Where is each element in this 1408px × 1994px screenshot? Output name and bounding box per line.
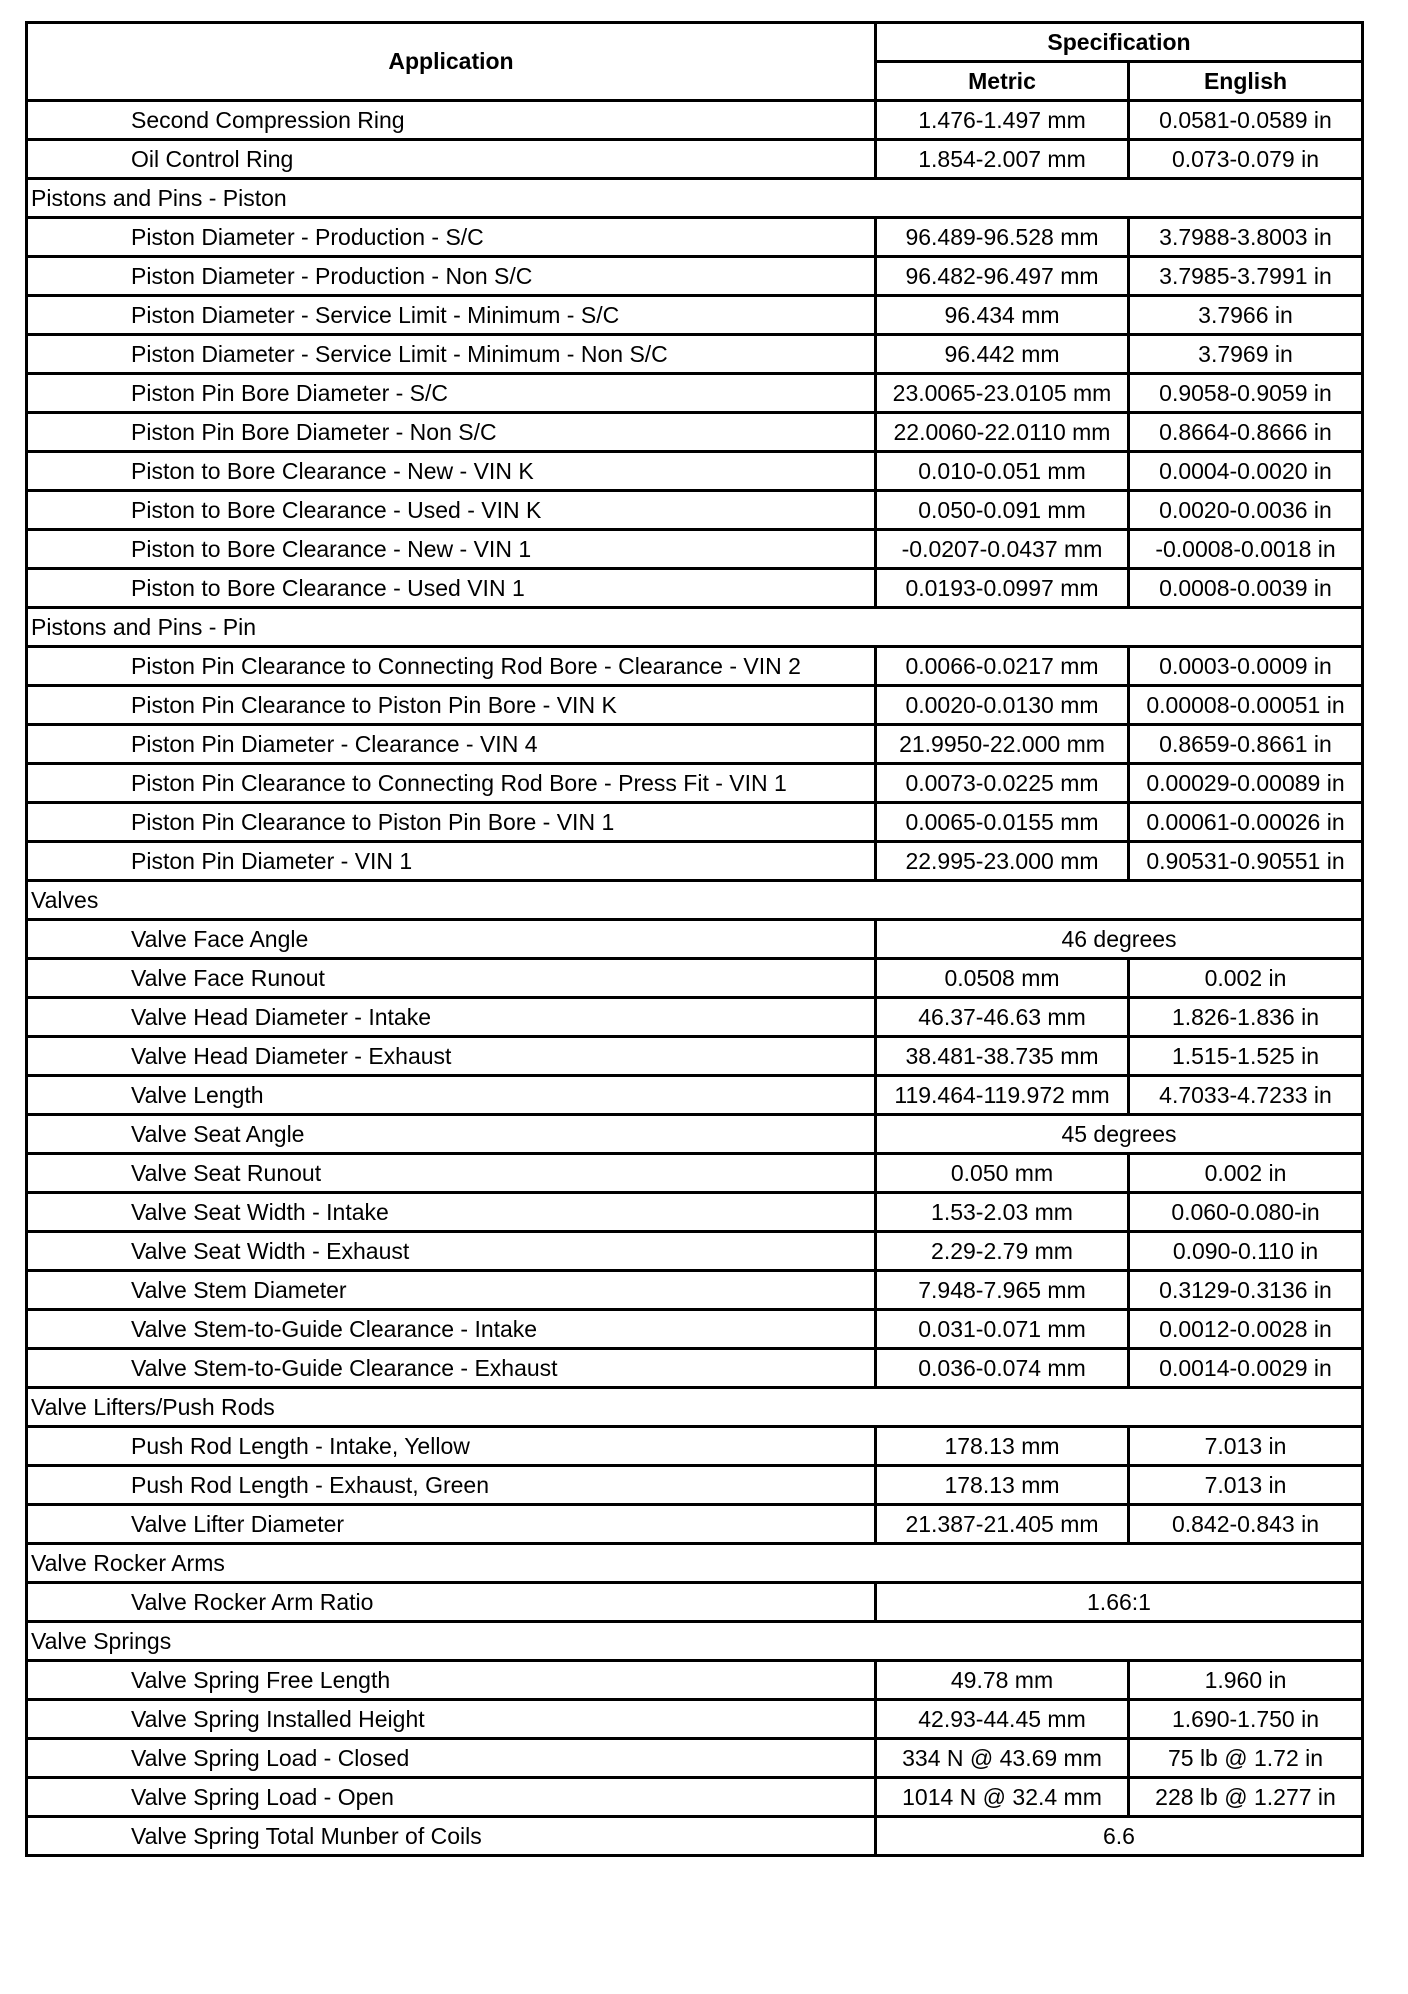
section-row — [27, 1388, 1363, 1427]
english-cell: 75 lb @ 1.72 in — [1129, 1739, 1363, 1778]
english-cell: 1.690-1.750 in — [1129, 1700, 1363, 1739]
table-row — [27, 1037, 1363, 1076]
table-row — [27, 959, 1363, 998]
section-title: Valves — [27, 881, 1363, 920]
english-cell: 0.0581-0.0589 in — [1129, 101, 1363, 140]
application-cell: Valve Spring Free Length — [27, 1661, 876, 1700]
english-cell: 0.842-0.843 in — [1129, 1505, 1363, 1544]
application-cell: Piston to Bore Clearance - New - VIN 1 — [27, 530, 876, 569]
english-cell: 0.8664-0.8666 in — [1129, 413, 1363, 452]
table-row — [27, 296, 1363, 335]
application-cell: Valve Spring Load - Open — [27, 1778, 876, 1817]
english-cell: 3.7966 in — [1129, 296, 1363, 335]
application-cell: Valve Length — [27, 1076, 876, 1115]
metric-cell: 96.442 mm — [876, 335, 1129, 374]
table-row — [27, 218, 1363, 257]
english-cell: 228 lb @ 1.277 in — [1129, 1778, 1363, 1817]
application-cell: Piston Pin Bore Diameter - S/C — [27, 374, 876, 413]
specification-table — [25, 21, 1364, 1857]
application-cell: Piston Diameter - Production - S/C — [27, 218, 876, 257]
table-row — [27, 1154, 1363, 1193]
application-cell: Valve Lifter Diameter — [27, 1505, 876, 1544]
metric-cell: 96.482-96.497 mm — [876, 257, 1129, 296]
english-cell: 3.7985-3.7991 in — [1129, 257, 1363, 296]
metric-cell: 1.854-2.007 mm — [876, 140, 1129, 179]
metric-cell: 0.0508 mm — [876, 959, 1129, 998]
metric-cell: 96.434 mm — [876, 296, 1129, 335]
application-cell: Piston Pin Clearance to Connecting Rod Bore - Clearance - VIN 2 — [27, 647, 876, 686]
english-cell: 4.7033-4.7233 in — [1129, 1076, 1363, 1115]
metric-cell: 178.13 mm — [876, 1466, 1129, 1505]
table-row — [27, 530, 1363, 569]
english-cell: 0.090-0.110 in — [1129, 1232, 1363, 1271]
table-row — [27, 725, 1363, 764]
table-row — [27, 374, 1363, 413]
metric-header: Metric — [876, 62, 1129, 101]
table-row — [27, 335, 1363, 374]
metric-cell: 1.476-1.497 mm — [876, 101, 1129, 140]
table-row — [27, 1271, 1363, 1310]
specification-header: Specification — [876, 23, 1363, 62]
table-row — [27, 1427, 1363, 1466]
table-row — [27, 491, 1363, 530]
table-row — [27, 764, 1363, 803]
application-cell: Valve Seat Width - Intake — [27, 1193, 876, 1232]
table-row — [27, 1076, 1363, 1115]
metric-cell: 23.0065-23.0105 mm — [876, 374, 1129, 413]
table-row — [27, 413, 1363, 452]
metric-cell: 22.995-23.000 mm — [876, 842, 1129, 881]
application-cell: Oil Control Ring — [27, 140, 876, 179]
specification-value-cell: 45 degrees — [876, 1115, 1363, 1154]
application-cell: Valve Spring Installed Height — [27, 1700, 876, 1739]
application-cell: Piston Pin Clearance to Connecting Rod Bore - Press Fit - VIN 1 — [27, 764, 876, 803]
metric-cell: 0.0065-0.0155 mm — [876, 803, 1129, 842]
application-cell: Valve Rocker Arm Ratio — [27, 1583, 876, 1622]
table-row — [27, 101, 1363, 140]
application-cell: Piston Diameter - Production - Non S/C — [27, 257, 876, 296]
metric-cell: 0.0066-0.0217 mm — [876, 647, 1129, 686]
section-title: Valve Lifters/Push Rods — [27, 1388, 1363, 1427]
metric-cell: 0.050 mm — [876, 1154, 1129, 1193]
application-cell: Valve Stem Diameter — [27, 1271, 876, 1310]
metric-cell: 0.050-0.091 mm — [876, 491, 1129, 530]
application-cell: Valve Head Diameter - Intake — [27, 998, 876, 1037]
english-cell: 0.0008-0.0039 in — [1129, 569, 1363, 608]
table-row — [27, 647, 1363, 686]
english-cell: 0.00029-0.00089 in — [1129, 764, 1363, 803]
metric-cell: 2.29-2.79 mm — [876, 1232, 1129, 1271]
application-cell: Push Rod Length - Exhaust, Green — [27, 1466, 876, 1505]
metric-cell: 49.78 mm — [876, 1661, 1129, 1700]
table-row — [27, 1466, 1363, 1505]
application-cell: Piston to Bore Clearance - New - VIN K — [27, 452, 876, 491]
application-cell: Valve Seat Runout — [27, 1154, 876, 1193]
application-cell: Piston Pin Diameter - Clearance - VIN 4 — [27, 725, 876, 764]
table-row — [27, 1700, 1363, 1739]
application-cell: Piston Pin Diameter - VIN 1 — [27, 842, 876, 881]
section-title: Valve Rocker Arms — [27, 1544, 1363, 1583]
application-cell: Piston Pin Clearance to Piston Pin Bore - VIN 1 — [27, 803, 876, 842]
english-cell: 1.515-1.525 in — [1129, 1037, 1363, 1076]
specification-value-cell: 1.66:1 — [876, 1583, 1363, 1622]
table-row — [27, 1661, 1363, 1700]
table-row — [27, 452, 1363, 491]
metric-cell: 1.53-2.03 mm — [876, 1193, 1129, 1232]
metric-cell: 22.0060-22.0110 mm — [876, 413, 1129, 452]
table-row — [27, 686, 1363, 725]
table-row — [27, 803, 1363, 842]
english-cell: 0.060-0.080-in — [1129, 1193, 1363, 1232]
application-cell: Valve Face Runout — [27, 959, 876, 998]
english-cell: 7.013 in — [1129, 1427, 1363, 1466]
english-cell: 3.7969 in — [1129, 335, 1363, 374]
section-row — [27, 608, 1363, 647]
metric-cell: 0.0193-0.0997 mm — [876, 569, 1129, 608]
table-row — [27, 1778, 1363, 1817]
english-cell: 0.0020-0.0036 in — [1129, 491, 1363, 530]
english-header: English — [1129, 62, 1363, 101]
english-cell: 7.013 in — [1129, 1466, 1363, 1505]
table-row — [27, 140, 1363, 179]
metric-cell: 21.387-21.405 mm — [876, 1505, 1129, 1544]
application-cell: Piston to Bore Clearance - Used VIN 1 — [27, 569, 876, 608]
section-row — [27, 881, 1363, 920]
english-cell: 0.002 in — [1129, 959, 1363, 998]
english-cell: 0.9058-0.9059 in — [1129, 374, 1363, 413]
english-cell: 1.960 in — [1129, 1661, 1363, 1700]
section-row — [27, 179, 1363, 218]
metric-cell: 21.9950-22.000 mm — [876, 725, 1129, 764]
application-cell: Valve Spring Load - Closed — [27, 1739, 876, 1778]
application-cell: Second Compression Ring — [27, 101, 876, 140]
english-cell: 0.0003-0.0009 in — [1129, 647, 1363, 686]
table-row — [27, 257, 1363, 296]
metric-cell: 1014 N @ 32.4 mm — [876, 1778, 1129, 1817]
english-cell: 0.3129-0.3136 in — [1129, 1271, 1363, 1310]
application-cell: Valve Seat Angle — [27, 1115, 876, 1154]
metric-cell: 96.489-96.528 mm — [876, 218, 1129, 257]
section-row — [27, 1544, 1363, 1583]
english-cell: 1.826-1.836 in — [1129, 998, 1363, 1037]
english-cell: -0.0008-0.0018 in — [1129, 530, 1363, 569]
application-cell: Push Rod Length - Intake, Yellow — [27, 1427, 876, 1466]
english-cell: 0.0014-0.0029 in — [1129, 1349, 1363, 1388]
english-cell: 0.8659-0.8661 in — [1129, 725, 1363, 764]
metric-cell: 334 N @ 43.69 mm — [876, 1739, 1129, 1778]
metric-cell: 42.93-44.45 mm — [876, 1700, 1129, 1739]
english-cell: 0.002 in — [1129, 1154, 1363, 1193]
application-cell: Piston Diameter - Service Limit - Minimum - S/C — [27, 296, 876, 335]
table-row — [27, 1739, 1363, 1778]
english-cell: 0.0004-0.0020 in — [1129, 452, 1363, 491]
table-row — [27, 920, 1363, 959]
application-cell: Piston to Bore Clearance - Used - VIN K — [27, 491, 876, 530]
application-cell: Valve Stem-to-Guide Clearance - Intake — [27, 1310, 876, 1349]
table-row — [27, 1310, 1363, 1349]
table-row — [27, 1232, 1363, 1271]
section-title: Valve Springs — [27, 1622, 1363, 1661]
application-cell: Piston Pin Bore Diameter - Non S/C — [27, 413, 876, 452]
section-title: Pistons and Pins - Pin — [27, 608, 1363, 647]
metric-cell: 0.010-0.051 mm — [876, 452, 1129, 491]
table-row — [27, 569, 1363, 608]
table-row — [27, 1817, 1363, 1856]
metric-cell: 0.0020-0.0130 mm — [876, 686, 1129, 725]
specification-value-cell: 46 degrees — [876, 920, 1363, 959]
application-cell: Valve Seat Width - Exhaust — [27, 1232, 876, 1271]
metric-cell: 0.0073-0.0225 mm — [876, 764, 1129, 803]
english-cell: 0.00008-0.00051 in — [1129, 686, 1363, 725]
table-row — [27, 842, 1363, 881]
section-title: Pistons and Pins - Piston — [27, 179, 1363, 218]
english-cell: 0.90531-0.90551 in — [1129, 842, 1363, 881]
table-row — [27, 1193, 1363, 1232]
specification-value-cell: 6.6 — [876, 1817, 1363, 1856]
table-row — [27, 1349, 1363, 1388]
english-cell: 3.7988-3.8003 in — [1129, 218, 1363, 257]
english-cell: 0.073-0.079 in — [1129, 140, 1363, 179]
table-body — [27, 101, 1363, 1856]
metric-cell: 38.481-38.735 mm — [876, 1037, 1129, 1076]
section-row — [27, 1622, 1363, 1661]
metric-cell: 178.13 mm — [876, 1427, 1129, 1466]
english-cell: 0.00061-0.00026 in — [1129, 803, 1363, 842]
table-row — [27, 1583, 1363, 1622]
application-cell: Piston Diameter - Service Limit - Minimum - Non S/C — [27, 335, 876, 374]
metric-cell: 46.37-46.63 mm — [876, 998, 1129, 1037]
table-row — [27, 998, 1363, 1037]
metric-cell: -0.0207-0.0437 mm — [876, 530, 1129, 569]
application-cell: Valve Stem-to-Guide Clearance - Exhaust — [27, 1349, 876, 1388]
english-cell: 0.0012-0.0028 in — [1129, 1310, 1363, 1349]
application-cell: Valve Spring Total Munber of Coils — [27, 1817, 876, 1856]
application-cell: Valve Face Angle — [27, 920, 876, 959]
application-cell: Valve Head Diameter - Exhaust — [27, 1037, 876, 1076]
application-header: Application — [27, 23, 876, 101]
metric-cell: 0.036-0.074 mm — [876, 1349, 1129, 1388]
table-row — [27, 1505, 1363, 1544]
table-row — [27, 1115, 1363, 1154]
application-cell: Piston Pin Clearance to Piston Pin Bore - VIN K — [27, 686, 876, 725]
metric-cell: 119.464-119.972 mm — [876, 1076, 1129, 1115]
metric-cell: 0.031-0.071 mm — [876, 1310, 1129, 1349]
metric-cell: 7.948-7.965 mm — [876, 1271, 1129, 1310]
